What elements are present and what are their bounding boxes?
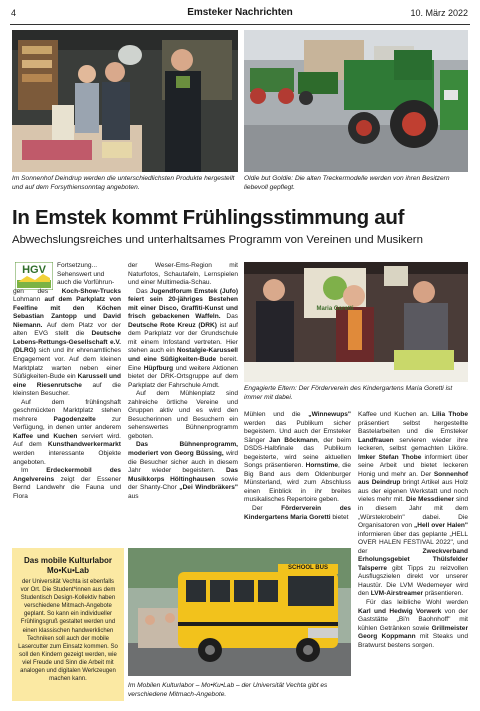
caption-parents-booth: Engagierte Eltern: Der Förderverein des Kindergartens Maria Goretti ist immer mit dabei. (244, 385, 453, 401)
issue-date: 10. März 2022 (410, 8, 468, 18)
article-column-1: Fortsetzung... Sehenswert und auch die Vorführun- gen des Koch-Show-Trucks Lohmann auf dem Parkplatz von Feelfine mit den Köchen Sebastian Zantopp und David Niemann. Auf dem Platz vor der alten EVG stellt die Deutsche Lebens-Rettungs-Gesellschaft e.V. (DLRG) sich und ihr ehrenamtliches Engagement vor. Auf dem kleinen Marktplatz warten neben einer Süßigkeiten-Bude ein Karussell und eine Riesenrutsche auf die kleinsten Besucher. Auf dem frühlingshaft geschmückten Marktplatz stehen mehrere Pagodenzelte zur Verfügung, in denen unter anderem Kaffee und Kuchen serviert wird. Auf dem Kunsthandwerkermarkt werden interessante Objekte angeboten. Im Erdeckermobil des Angelvereins zeigt der Essener Bernd Landwehr die Fauna und Flora (13, 262, 121, 500)
parents-booth-illustration (244, 262, 468, 382)
page-number: 4 (11, 8, 17, 18)
info-box-text: der Universität Vechta ist ebenfalls vor Ort. Die Student*innen aus dem Studentisch Design-Kollektiv haben verschiedene Mitmach-Angebote geplant. So kann ein individueller Frühlingsgruß gestaltet werden und einen klassischen handwerklichen Techniken soll auch der mobile Lasercutter zum Einsatz kommen. So soll den Kindern gezeigt werden, wie viel Freude und Sinn die Arbeit mit analogen und digitalen Werkzeugen machen kann. (18, 579, 118, 683)
market-stand-illustration (12, 30, 238, 172)
tractors-illustration (244, 30, 468, 172)
article-column-2: der Weser-Ems-Region mit Naturfotos, Schautafeln, Lernspielen und einer Multimedia-Schau. Das Jugendforum Emstek (Jufo) feiert sein 20-jähriges Bestehen mit einer Disco, Graffiti-Kunst und frisch gebackenen Waffeln. Das Deutsche Rote Kreuz (DRK) ist auf dem Parkplatz vor der Grundschule mit einem Infostand vertreten. Hier stehen auch ein Nostalgie-Karussell und eine Süßigkeiten-Bude bereit. Eine Hüpfburg und weitere Aktionen bietet der DRK-Ortsgruppe auf dem Parkplatz der Fahrschule Arndt. Auf dem Mühlenplatz sind zahlreiche örtliche Vereine und Gruppen aktiv und es wird den Besucherinnen und Besuchern ein sehenswertes Bühnenprogramm geboten. Das Bühnenprogramm, moderiert von Georg Büssing, wird die Besucher sicher auch in diesem Jahr wieder begeistern. Das Musikkorps Höltinghausen sowie der Shanty-Chor „Dei Windbräkers" aus (128, 262, 239, 500)
caption-market-stand: Im Sonnenhof Deindrup werden die unterschiedlichsten Produkte hergestellt und auf dem Forsythiensonntag angeboten. (12, 175, 235, 191)
caption-tractors: Oldie but Goldie: Die alten Treckermodelle werden von ihren Besitzern liebevoll gepflegt. (244, 175, 450, 191)
booth-banner-text: Maria Goretti (316, 306, 354, 312)
info-box-title: Das mobile Kulturlabor (23, 556, 112, 565)
article-column-4: Kaffee und Kuchen an. Lilia Thobe präsentiert selbst hergestellte Bastelarbeiten und die Emsteker Landfrauen servieren wieder ihre leckeren, selbst gemachten Liköre. Imker Stefan Thobe informiert über seine Arbeit und bietet leckeren Honig und mehr an. Der Sonnenhof aus Deindrup bringt Artikel aus Holz aus der eigenen Werkstatt und noch vieles mehr mit. Die Messdiener sind in diesem Jahr mit dem „Würstekrobeln" dabei. Die Organisatoren von „Hell over Halen" informieren über das geplante „HELL OVER HALEN FESTIVAL 2022", und der Zweckverband Erholungsgebiet Thülsfelder Talsperre gibt Tipps zu reizvollen Ausflugszielen direkt vor unserer Haustür. Die LVM Wedemeyer wird den LVM-Airstreamer präsentieren. Für das leibliche Wohl werden Karl und Hedwig Vorwerk von der Gaststätte „Bi'n Baohnhoff" mit kühlen Getränken sowie Grillmeister Georg Koppmann mit Steaks und Bratwurst bestens sorgen. (358, 411, 468, 649)
photo-tractors (244, 30, 468, 172)
caption-school-bus: Im Mobilen Kulturlabor – Mo•Ku•Lab – der Universität Vechta gibt es verschiedene Mitmach-Angebote. (128, 682, 328, 698)
publication-name: Emsteker Nachrichten (187, 7, 293, 18)
page-header (0, 0, 480, 26)
info-box-subtitle: Mo•Ku•Lab (46, 566, 90, 575)
photo-market-stand (12, 30, 238, 172)
article-column-3: Mühlen und die „Winnewups" werden das Publikum sicher begeistern. Und auch der Emsteker Sänger Jan Böckmann, der beim DSDS-Halbfinale das Publikum begeisterte, wird seine aktuellen Songs präsentieren. Hornstime, die Big Band aus dem Oldenburger Münsterland, wird zum Abschluss einen Einblick in ihr breites musikalisches Repertoire geben. Der Förderverein des Kindergartens Maria Goretti bietet (244, 411, 351, 521)
hgv-logo-text: HGV (22, 264, 46, 276)
info-box-kulturlabor (12, 548, 124, 701)
header-rule (10, 24, 470, 25)
article-subheadline: Abwechslungsreiches und unterhaltsames Programm von Vereinen und Musikern (12, 234, 423, 246)
bus-sign-text: SCHOOL BUS (288, 565, 328, 571)
photo-school-bus (128, 548, 351, 676)
article-headline: In Emstek kommt Frühlingsstimmung auf (12, 206, 405, 229)
photo-parents-booth (244, 262, 468, 382)
